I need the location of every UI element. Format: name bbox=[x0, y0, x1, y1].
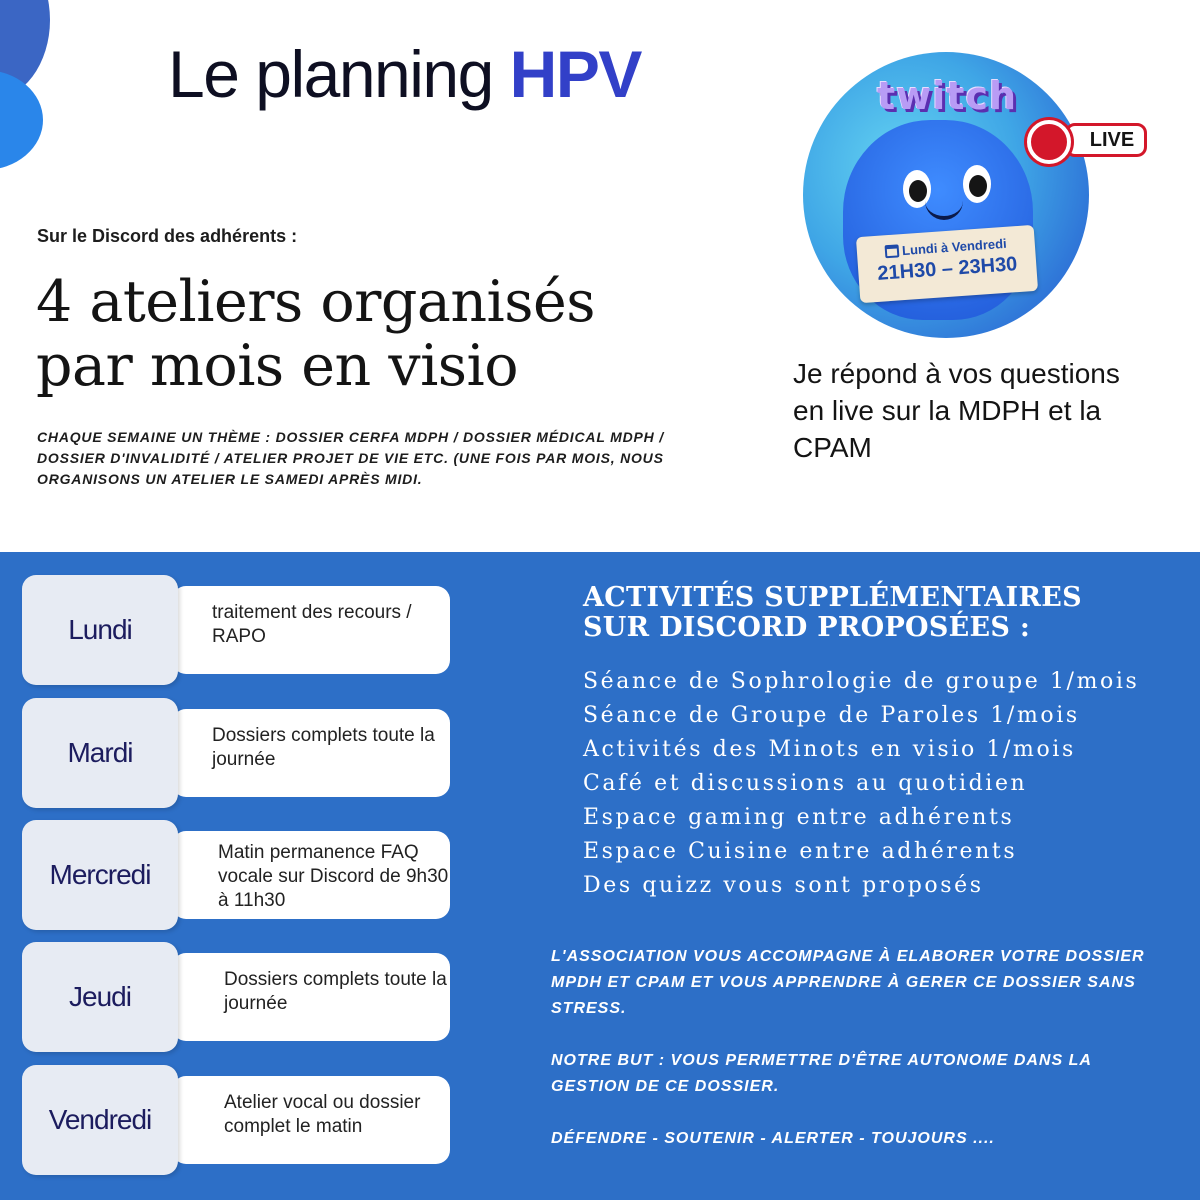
title-accent: HPV bbox=[509, 37, 641, 111]
list-item: Activités des Minots en visio 1/mois bbox=[583, 737, 1076, 762]
live-record-icon bbox=[1027, 120, 1071, 164]
activity-card bbox=[172, 953, 450, 1041]
schedule-row-jeudi bbox=[22, 942, 452, 1052]
mission-statement bbox=[551, 944, 1171, 1178]
sign-hours: 21H30 – 23H30 bbox=[876, 253, 1018, 285]
day-label: Vendredi bbox=[48, 1104, 152, 1135]
activity-card bbox=[172, 586, 450, 674]
day-label-card bbox=[22, 942, 178, 1052]
mission-paragraph: NOTRE BUT : VOUS PERMETTRE D'ÊTRE AUTONOME DANS LA GESTION DE CE DOSSIER. bbox=[551, 1052, 1092, 1095]
schedule-row-lundi bbox=[22, 575, 452, 685]
list-item: Séance de Sophrologie de groupe 1/mois bbox=[583, 669, 1140, 694]
day-label: Lundi bbox=[68, 614, 132, 645]
list-item: Des quizz vous sont proposés bbox=[583, 873, 984, 898]
twitch-logo: twitch bbox=[877, 74, 1018, 118]
day-label-card bbox=[22, 698, 178, 808]
schedule-sign bbox=[856, 225, 1038, 303]
day-label: Mardi bbox=[67, 737, 133, 768]
twitch-caption: Je répond à vos questions en live sur la MDPH et la CPAM bbox=[793, 358, 1120, 463]
themes-note: CHAQUE SEMAINE UN THÈME : DOSSIER CERFA MDPH / DOSSIER MÉDICAL MDPH / DOSSIER D'INVALIDITÉ / ATELIER PROJET DE VIE ETC. (UNE FOIS PAR MOIS, NOUS ORGANISONS UN ATELIER LE SAMEDI APRÈS MIDI. bbox=[37, 429, 664, 487]
list-item: Espace Cuisine entre adhérents bbox=[583, 839, 1018, 864]
activity-text: Dossiers complets toute la journée bbox=[212, 725, 435, 770]
mascot-eye-icon bbox=[963, 165, 991, 203]
extras-list bbox=[583, 665, 1139, 903]
list-item: Café et discussions au quotidien bbox=[583, 771, 1028, 796]
discord-intro-label: Sur le Discord des adhérents : bbox=[37, 226, 298, 246]
extras-title: ACTIVITÉS SUPPLÉMENTAIRES SUR DISCORD PROPOSÉES : bbox=[583, 582, 1082, 643]
page-title bbox=[168, 36, 641, 112]
headline: 4 ateliers organisés par mois en visio bbox=[36, 269, 596, 399]
live-badge bbox=[1027, 120, 1147, 158]
day-label: Mercredi bbox=[49, 859, 151, 890]
schedule-row-mercredi bbox=[22, 820, 452, 930]
activity-text: traitement des recours / RAPO bbox=[212, 602, 412, 647]
decorative-circle bbox=[0, 70, 43, 170]
day-label-card bbox=[22, 820, 178, 930]
activity-text: Dossiers complets toute la journée bbox=[224, 969, 447, 1014]
activity-card bbox=[172, 709, 450, 797]
schedule-row-mardi bbox=[22, 698, 452, 808]
mission-paragraph: DÉFENDRE - SOUTENIR - ALERTER - TOUJOURS .... bbox=[551, 1130, 995, 1147]
day-label-card bbox=[22, 575, 178, 685]
mission-paragraph: L'ASSOCIATION VOUS ACCOMPAGNE À ELABORER VOTRE DOSSIER MPDH ET CPAM ET VOUS APPRENDRE À GERER CE DOSSIER SANS STRESS. bbox=[551, 948, 1145, 1017]
activity-card bbox=[172, 1076, 450, 1164]
schedule-row-vendredi bbox=[22, 1065, 452, 1175]
calendar-icon bbox=[885, 244, 900, 258]
activity-card bbox=[172, 831, 450, 919]
live-label: LIVE bbox=[1065, 123, 1147, 157]
day-label-card bbox=[22, 1065, 178, 1175]
activity-text: Matin permanence FAQ vocale sur Discord de 9h30 à 11h30 bbox=[218, 842, 449, 911]
activity-text: Atelier vocal ou dossier complet le matin bbox=[224, 1092, 421, 1137]
title-prefix: Le planning bbox=[168, 37, 510, 111]
list-item: Espace gaming entre adhérents bbox=[583, 805, 1015, 830]
day-label: Jeudi bbox=[69, 981, 131, 1012]
sign-days: Lundi à Vendredi bbox=[901, 235, 1008, 259]
list-item: Séance de Groupe de Paroles 1/mois bbox=[583, 703, 1080, 728]
